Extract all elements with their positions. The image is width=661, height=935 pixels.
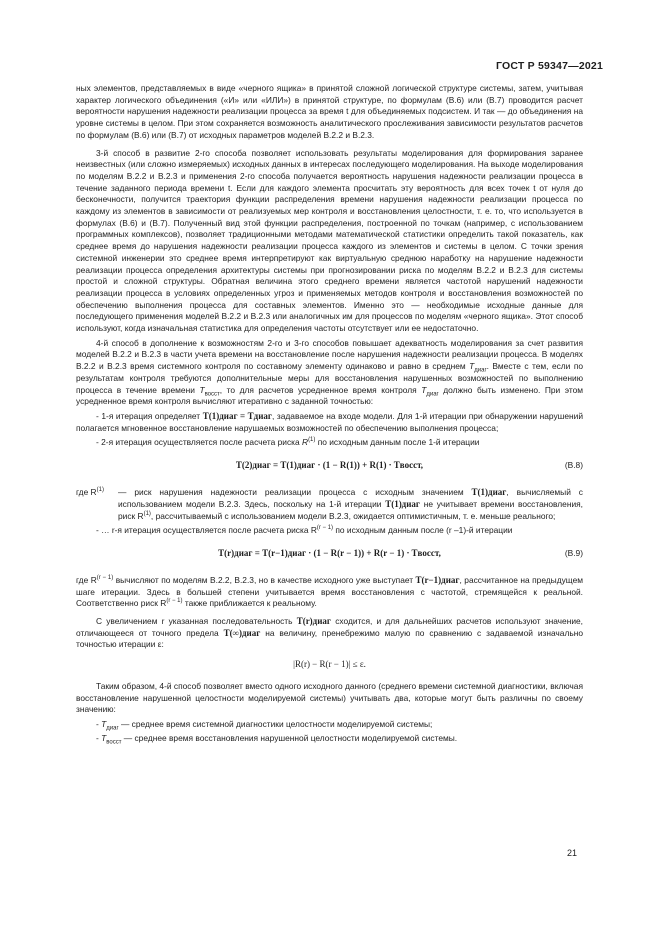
page-number: 21	[566, 848, 577, 858]
standard-header: ГОСТ Р 59347—2021	[495, 60, 603, 72]
paragraph-convergence: С увеличением r указанная последовательность T(r)диаг сходится, и для дальнейших расчетов используют значение, отличающееся от точного предела T(∞)диаг на величину, пренебрежимо малую по сравнению с задаваемой изначально точностью итерации ε:	[76, 616, 583, 650]
formula-b9-expression: T(r)диаг = T(r−1)диаг · (1 − R(r − 1)) + R(r − 1) · Tвосст,	[218, 547, 441, 558]
definition-r1	[76, 487, 583, 522]
paragraph-r-explanation: где $R^{(r - 1)}$ вычисляют по моделям В.2.2, В.2.3, но в качестве исходного уже выступает T(r−1)диаг, рассчитанное на предыдущем шаге итерации. Здесь в большей степени учитывается время восстановления с частотой, стремящейся к реальной. Соответственно риск $R^{(r - 1)}$ также приближается к реальному.	[76, 574, 583, 609]
iteration-1-item: - 1-я итерация определяет T(1)диаг = Tдиаг, задаваемое на входе модели. Для 1-й итерации при обнаружении нарушений полагается мгновенное восстановление нарушаемых возможностей по обеспечению выполнения процесса;	[76, 410, 584, 433]
definition-r1-text: — риск нарушения надежности реализации процесса с исходным значением T(1)диаг, вычисляемый с использованием модели В.2.3. Здесь, поскольку на 1-й итерации T(1)диаг не учитывает времени восстановления, риск $R^{(1)}$, рассчитываемый с использованием модели В.2.3, ожидается оптимистичным, т. е. меньше реального;	[118, 487, 583, 521]
page-body	[76, 83, 583, 747]
convergence-inequality: |R(r) − R(r − 1)| ≤ ε.	[293, 659, 366, 670]
formula-b8-expression: T(2)диаг = T(1)диаг · (1 − R(1)) + R(1) · Tвосст,	[235, 460, 424, 471]
list-item-t-vosst: - $T_{восст}$ — среднее время восстановления нарушенной целостности моделируемой системы.	[96, 732, 458, 746]
formula-b8-number: (В.8)	[564, 460, 583, 471]
formula-b9-number: (В.9)	[564, 547, 583, 558]
iteration-1-formula: T(1)диаг = Tдиаг	[202, 410, 273, 421]
list-item-t-diag: - $T_{диаг}$ — среднее время системной диагностики целостности моделируемой системы;	[96, 718, 433, 732]
iteration-2-item: - 2-я итерация осуществляется после расчета риска $R^{(1)}$ по исходным данным после 1-й итерации	[96, 437, 480, 448]
formula-b8	[76, 455, 583, 479]
formula-b9	[76, 543, 583, 567]
paragraph-summary: Таким образом, 4-й способ позволяет вместо одного исходного данного (среднего времени системной диагностики, включая восстановление нарушенной целостности моделируемой системы) учитывать два, которые могут быть различны по своему значению:	[76, 680, 583, 715]
paragraph-method-3: 3-й способ в развитие 2-го способа позволяет использовать результаты моделирования для формирования заранее неизвестных (или сложно измеряемых) исходных данных в интересах последующего моделирования. На выходе моделирования по моделям В.2.2 и В.2.3 и применения 2-го способа получается вероятность нарушения надежности реализации процесса в течение заданного периода времени t. Если для каждого элемента просчитать эту вероятность для всех точек t от нуля до бесконечности, получится траектория функции распределения времени нарушения надежности реализации процесса по каждому из элементов в зависимости от реализуемых мер контроля и восстановления целостности, т. е. то, что используется в формулах (В.6) и (В.7). Полученный вид этой функции распределения, построенной по точкам (например, с использованием программных комплексов), позволяет традиционными методами математической статистики определить такой показатель, как среднее время до нарушения надежности реализации процесса каждого из элементов и системы в целом. С точки зрения системной инженерии это среднее время интерпретируют как виртуальную среднюю наработку на нарушение надежности реализации процесса определения архитектуры системы при прогнозировании риска по моделям В.2.2 и В.2.3 для системы простой и сложной структуры. Обратная величина этого среднего времени является частотой нарушений надежности реализации процесса в условиях определенных угроз и применяемых методов контроля и восстановления возможностей по обеспечению выполнения процесса для составных элементов. Именно это — необходимые исходные данные для последующего применения моделей В.2.2 и В.2.3 или аналогичных им для процессов по моделям «черного ящика». Этот способ используют, когда изначальная статистика для определения частоты отсутствует или ее недостаточно.	[76, 147, 583, 334]
paragraph-1: ных элементов, представляемых в виде «черного ящика» в принятой сложной логической структуре системы, затем, учитывая характер логического объединения («И» или «ИЛИ») в принятой структуре, по формулам (В.6) или (В.7) проводится расчет вероятности нарушения надежности реализации процесса за время t для объединяемых подсистем. И так — до объединения на уровне системы в целом. При этом сохраняется возможность аналитического прослеживания зависимости результатов расчетов по формулам (В.6) или (В.7) от исходных параметров моделей В.2.2 и В.2.3.	[76, 83, 583, 140]
iteration-r-item: - … r-я итерация осуществляется после расчета риска $R^{(r - 1)}$ по исходным данным после (r –1)-й итерации	[96, 525, 513, 536]
definition-r1-symbol: где $R^{(1)}$	[76, 487, 104, 498]
paragraph-method-4: 4-й способ в дополнение к возможностям 2-го и 3-го способов повышает адекватность моделирования за счет развития моделей В.2.2 и В.2.3 в части учета времени на восстановление после нарушения надежности реализации процесса. В моделях В.2.2 и В.2.3 время системного контроля по составному элементу одинаково и равно в среднем $T_{диаг}$. Вместе с тем, если по результатам контроля требуются дополнительные меры для восстановления нарушенных возможностей по выполнению процесса в течение времени $T_{восст}$, то для расчетов усредненное время контроля $T_{диаг}$ должно быть изменено. При этом усредненное время контроля вычисляют итеративно с заданной точностью:	[76, 337, 584, 407]
